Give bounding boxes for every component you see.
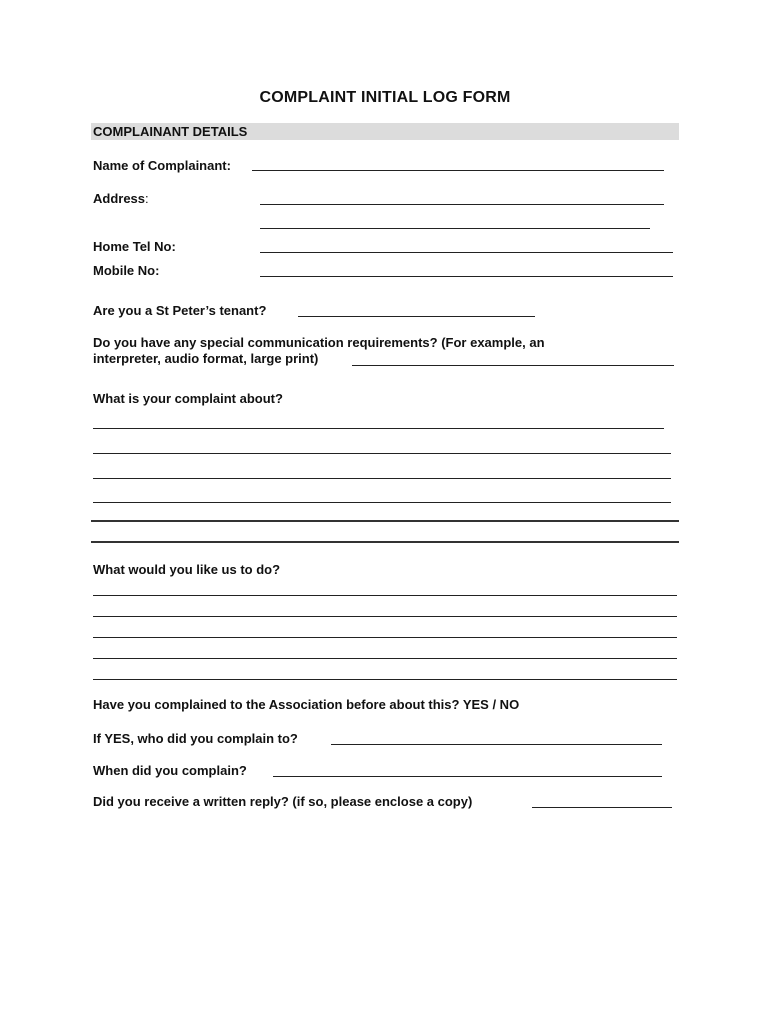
complaint-about-question: What is your complaint about? [93,391,283,406]
complained-before-question: Have you complained to the Association before about this? YES / NO [93,697,520,712]
complaint-about-line-3[interactable] [93,478,671,479]
written-reply-label: Did you receive a written reply? (if so, please enclose a copy) [93,794,473,809]
written-reply-field[interactable] [532,807,672,808]
address-label-colon: : [145,191,149,206]
complaint-about-line-4[interactable] [93,502,671,503]
communication-answer-field[interactable] [352,365,674,366]
mobile-field[interactable] [260,276,673,277]
section-header-label: COMPLAINANT DETAILS [93,124,248,139]
complainant-details-header [91,123,679,140]
when-complained-field[interactable] [273,776,662,777]
complaint-about-line-6[interactable] [91,541,679,543]
address-field-line-1[interactable] [260,204,664,205]
complaint-about-line-5[interactable] [91,520,679,522]
address-label-text: Address [93,191,146,206]
address-label [93,191,149,207]
home-tel-field[interactable] [260,252,673,253]
complaint-about-line-1[interactable] [93,428,664,429]
who-complained-to-field[interactable] [331,744,662,745]
name-of-complainant-field[interactable] [252,170,664,171]
want-us-to-do-line-3[interactable] [93,637,677,638]
tenant-question: Are you a St Peter’s tenant? [93,303,267,318]
mobile-label: Mobile No: [93,263,160,278]
address-field-line-2[interactable] [260,228,650,229]
tenant-answer-field[interactable] [298,316,535,317]
home-tel-label: Home Tel No: [93,239,176,254]
form-title: COMPLAINT INITIAL LOG FORM [259,89,511,106]
want-us-to-do-line-1[interactable] [93,595,677,596]
name-of-complainant-label: Name of Complainant: [93,158,231,173]
communication-question-line-2: interpreter, audio format, large print) [93,351,319,366]
complaint-about-line-2[interactable] [93,453,671,454]
want-us-to-do-line-2[interactable] [93,616,677,617]
when-complained-label: When did you complain? [93,763,247,778]
communication-question-line-1: Do you have any special communication requirements? (For example, an [93,335,545,350]
who-complained-to-label: If YES, who did you complain to? [93,731,298,746]
want-us-to-do-line-5[interactable] [93,679,677,680]
want-us-to-do-line-4[interactable] [93,658,677,659]
want-us-to-do-question: What would you like us to do? [93,562,281,577]
